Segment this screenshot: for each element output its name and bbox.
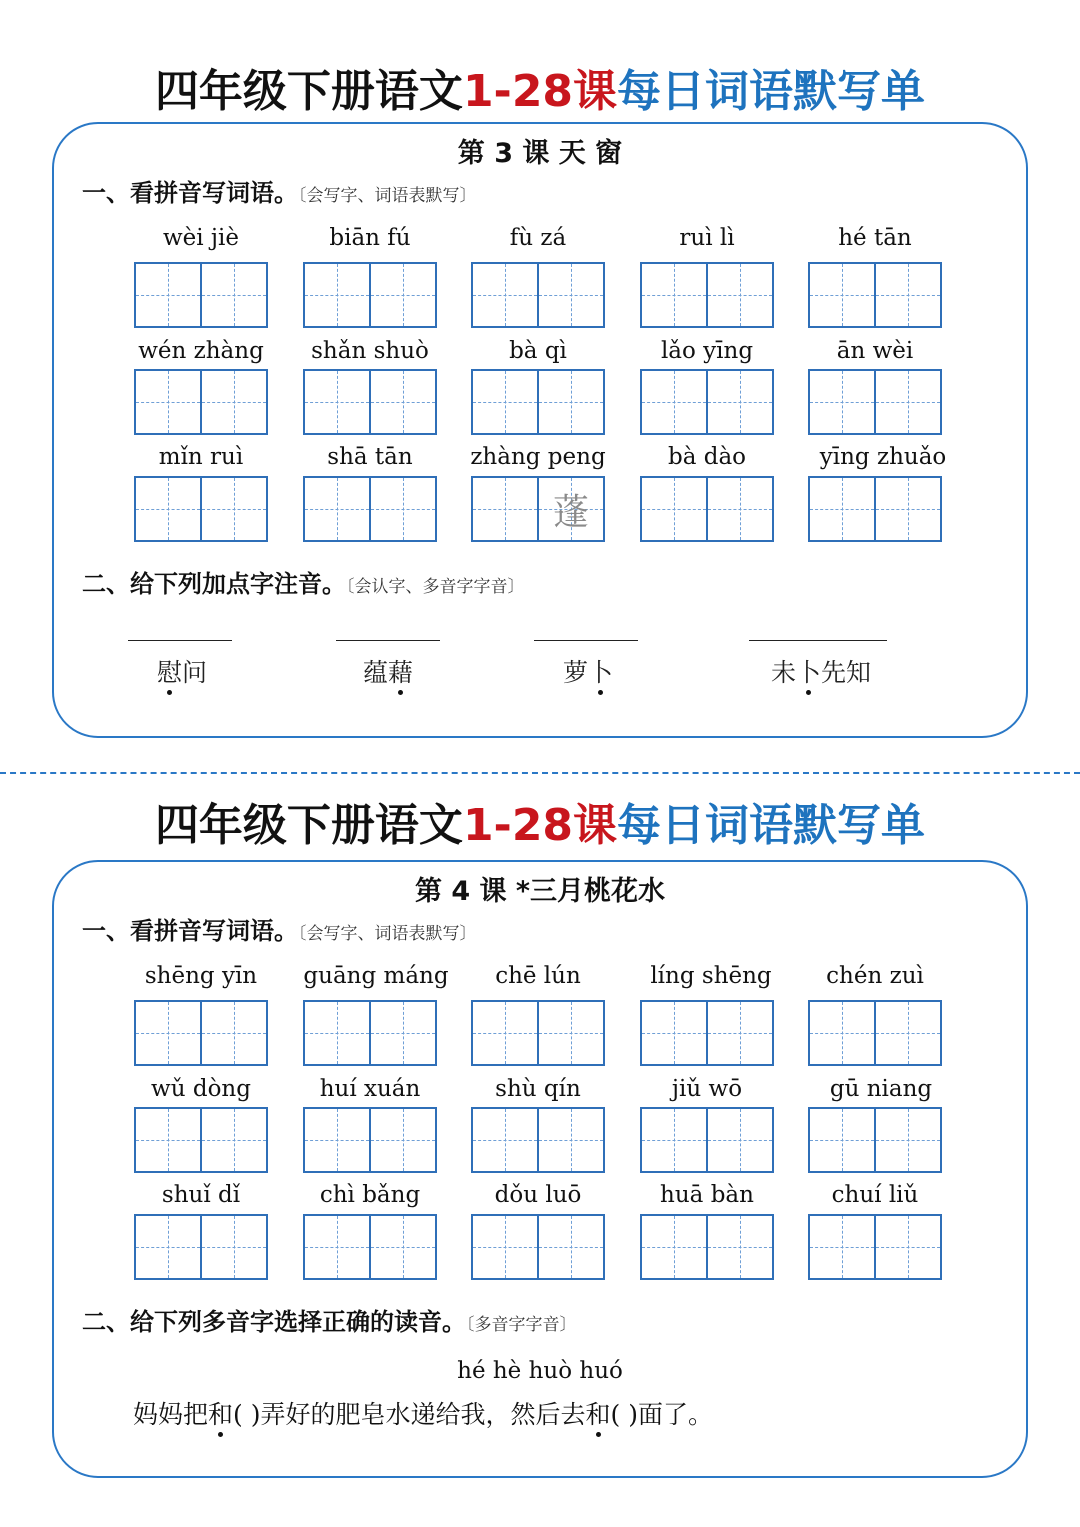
writing-grid[interactable]: [303, 1000, 437, 1066]
writing-grid[interactable]: [808, 476, 942, 542]
section-title: 一、看拼音写词语。: [82, 179, 298, 207]
section-title: 二、给下列加点字注音。: [82, 570, 346, 598]
writing-grid[interactable]: [134, 1107, 268, 1173]
writing-grid[interactable]: [303, 369, 437, 435]
section2-heading: [82, 1305, 577, 1342]
writing-grid[interactable]: [471, 1000, 605, 1066]
writing-grid[interactable]: [640, 262, 774, 328]
pinyin-label: ruì lì: [679, 225, 735, 251]
writing-grid[interactable]: [303, 262, 437, 328]
pinyin-label: jiǔ wō: [671, 1076, 743, 1102]
title-lessons: 1-28课: [462, 66, 618, 117]
writing-grid[interactable]: [303, 476, 437, 542]
answer-paren[interactable]: ( )弄好的肥皂水递给我，然后去: [233, 1400, 586, 1429]
fill-sentence: 妈妈把和( )弄好的肥皂水递给我，然后去和( )面了。: [133, 1398, 713, 1432]
title-lessons: 1-28课: [462, 800, 618, 851]
section2-heading: [82, 567, 525, 604]
pinyin-label: mǐn ruì: [158, 444, 244, 470]
writing-grid[interactable]: [303, 1214, 437, 1280]
pinyin-label: bà qì: [509, 338, 567, 364]
word-item: 慰问: [130, 656, 234, 690]
pinyin-label: wén zhàng: [138, 338, 264, 364]
writing-grid[interactable]: [471, 262, 605, 328]
writing-grid[interactable]: [640, 1107, 774, 1173]
pinyin-label: chuí liǔ: [831, 1182, 919, 1208]
writing-grid[interactable]: [134, 1214, 268, 1280]
pinyin-label: líng shēng: [650, 963, 772, 989]
pinyin-label: chén zuì: [826, 963, 924, 989]
sheet1-title: [0, 64, 1080, 120]
pinyin-label: chē lún: [495, 963, 581, 989]
pinyin-label: biān fú: [329, 225, 411, 251]
writing-grid[interactable]: [471, 369, 605, 435]
title-worksheet: 每日词语默写单: [617, 800, 926, 851]
pinyin-label: shēng yīn: [144, 963, 258, 989]
dotted-char: 卜: [588, 656, 613, 690]
writing-grid[interactable]: [471, 1214, 605, 1280]
section-note: 〔会写字、词语表默写〕: [298, 924, 477, 944]
hint-character: 蓬: [552, 491, 589, 533]
dotted-char: 和: [208, 1398, 233, 1432]
answer-blank[interactable]: [336, 640, 440, 641]
writing-grid[interactable]: [640, 1214, 774, 1280]
writing-grid[interactable]: [471, 476, 605, 542]
section1-heading: [82, 914, 477, 951]
dotted-char: 藉: [388, 656, 413, 690]
writing-grid[interactable]: [808, 369, 942, 435]
writing-grid[interactable]: [134, 476, 268, 542]
writing-grid[interactable]: [303, 1107, 437, 1173]
writing-grid[interactable]: [471, 1107, 605, 1173]
pinyin-label: shā tān: [327, 444, 413, 470]
writing-grid[interactable]: [134, 369, 268, 435]
dotted-char: 卜: [796, 656, 821, 690]
pinyin-label: hé tān: [838, 225, 912, 251]
lesson-title: 第 3 课 天 窗: [457, 138, 623, 169]
answer-paren[interactable]: ( )面了。: [610, 1400, 713, 1429]
title-grade: 四年级下册语文: [154, 800, 463, 851]
writing-grid[interactable]: [134, 262, 268, 328]
cut-line-divider: [0, 772, 1080, 774]
word-item: 萝卜: [536, 656, 640, 690]
section-note: 〔多音字字音〕: [466, 1315, 577, 1335]
section-title: 二、给下列多音字选择正确的读音。: [82, 1308, 466, 1336]
pinyin-label: wǔ dòng: [151, 1076, 251, 1102]
section-note: 〔会认字、多音字字音〕: [346, 577, 525, 597]
pinyin-label: shǎn shuò: [311, 338, 429, 364]
pinyin-label: huā bàn: [660, 1182, 754, 1208]
pinyin-label: gū niang: [829, 1076, 933, 1102]
word-item: 未卜先知: [752, 656, 890, 690]
writing-grid[interactable]: [808, 1107, 942, 1173]
pinyin-label: wèi jiè: [162, 225, 240, 251]
writing-grid[interactable]: [640, 369, 774, 435]
pronunciation-options: hé hè huò huó: [457, 1358, 623, 1384]
writing-grid[interactable]: [640, 1000, 774, 1066]
pinyin-label: zhàng peng: [470, 444, 606, 470]
section-title: 一、看拼音写词语。: [82, 917, 298, 945]
section1-heading: [82, 176, 477, 213]
writing-grid[interactable]: [134, 1000, 268, 1066]
pinyin-label: ān wèi: [836, 338, 914, 364]
section-note: 〔会写字、词语表默写〕: [298, 186, 477, 206]
writing-grid[interactable]: [640, 476, 774, 542]
writing-grid[interactable]: [808, 1214, 942, 1280]
pinyin-label: shuǐ dǐ: [161, 1182, 241, 1208]
dotted-char: 慰: [157, 656, 182, 690]
writing-grid[interactable]: [808, 1000, 942, 1066]
pinyin-label: dǒu luō: [494, 1182, 582, 1208]
pinyin-label: bà dào: [667, 444, 747, 470]
answer-blank[interactable]: [749, 640, 887, 641]
pinyin-label: yīng zhuǎo: [819, 444, 947, 470]
title-grade: 四年级下册语文: [154, 66, 463, 117]
sheet2-title: [0, 798, 1080, 854]
pinyin-label: huí xuán: [319, 1076, 421, 1102]
answer-blank[interactable]: [534, 640, 638, 641]
pinyin-label: guāng máng: [303, 963, 449, 989]
dotted-char: 和: [586, 1398, 611, 1432]
pinyin-label: lǎo yīng: [660, 338, 754, 364]
answer-blank[interactable]: [128, 640, 232, 641]
lesson-title: 第 4 课 *三月桃花水: [414, 876, 666, 907]
pinyin-label: chì bǎng: [319, 1182, 421, 1208]
writing-grid[interactable]: [808, 262, 942, 328]
pinyin-label: shù qín: [495, 1076, 581, 1102]
word-item: 蕴藉: [336, 656, 440, 690]
pinyin-label: fù zá: [509, 225, 567, 251]
title-worksheet: 每日词语默写单: [617, 66, 926, 117]
